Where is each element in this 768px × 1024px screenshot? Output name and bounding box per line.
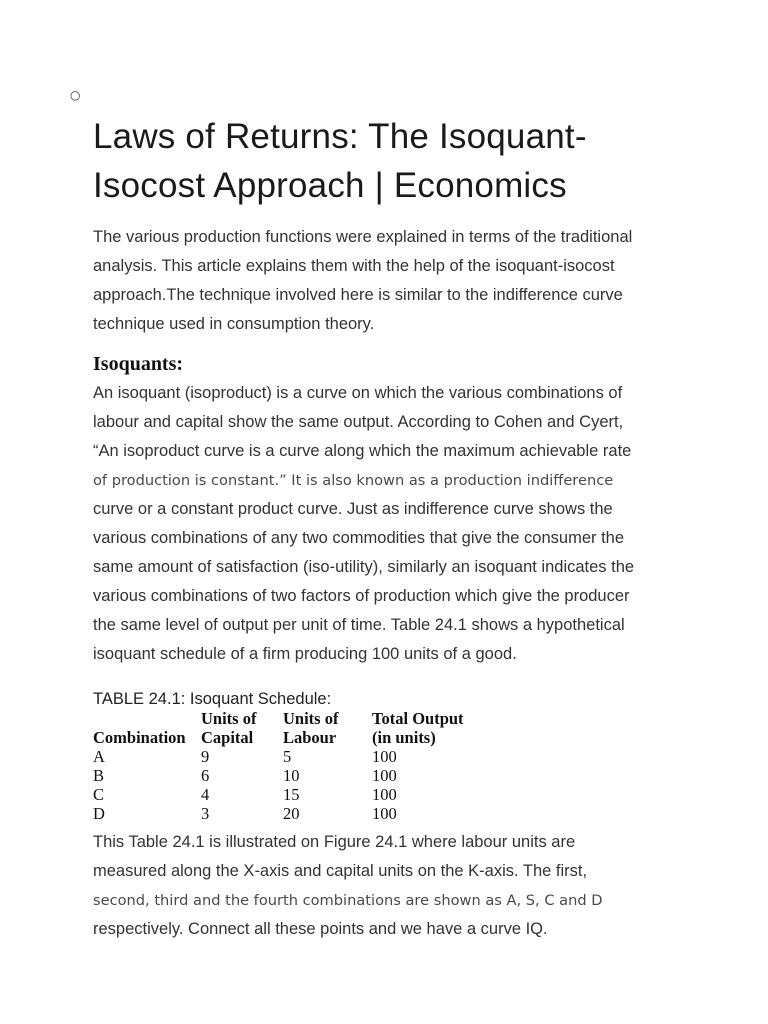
text-line: “An isoproduct curve is a curve along which the maximum achievable rate bbox=[93, 442, 632, 460]
table-cell: 100 bbox=[372, 766, 397, 785]
title-line: Laws of Returns: The Isoquant- bbox=[93, 117, 587, 156]
text-line: This Table 24.1 is illustrated on Figure 24.1 where labour units are bbox=[93, 833, 576, 851]
table-cell: 4 bbox=[201, 785, 210, 804]
table-cell: B bbox=[93, 766, 105, 785]
text-line: curve or a constant product curve. Just as indifference curve shows the bbox=[93, 500, 613, 518]
table-cell: 15 bbox=[283, 785, 300, 804]
title-line: Isocost Approach | Economics bbox=[93, 166, 567, 205]
table-row bbox=[93, 747, 482, 766]
text-line: technique used in consumption theory. bbox=[93, 315, 375, 333]
table-header-cell: Total Output bbox=[372, 709, 464, 728]
closing-paragraph bbox=[93, 828, 693, 944]
article bbox=[93, 112, 693, 944]
intro-paragraph bbox=[93, 223, 693, 339]
text-line: second, third and the fourth combinations are shown as A, S, C and D bbox=[93, 892, 603, 909]
section-heading: Isoquants: bbox=[93, 353, 184, 375]
table-row bbox=[93, 804, 482, 823]
text-line: approach.The technique involved here is similar to the indifference curve bbox=[93, 286, 623, 304]
table-cell: 6 bbox=[201, 766, 210, 785]
text-line: measured along the X-axis and capital units on the K-axis. The first, bbox=[93, 862, 588, 880]
table-cell: 10 bbox=[283, 766, 300, 785]
table-cell: 3 bbox=[201, 804, 210, 823]
table-cell: 100 bbox=[372, 804, 397, 823]
text-line: of production is constant.” It is also known as a production indifference bbox=[93, 472, 614, 489]
table-cell: 9 bbox=[201, 747, 210, 766]
table-cell: 100 bbox=[372, 747, 397, 766]
isoquant-table bbox=[93, 709, 482, 823]
table-cell: 100 bbox=[372, 785, 397, 804]
table-cell: 5 bbox=[283, 747, 292, 766]
text-line: various combinations of two factors of production which give the producer bbox=[93, 587, 630, 605]
table-title: TABLE 24.1: Isoquant Schedule: bbox=[93, 690, 332, 708]
table-header-cell bbox=[93, 709, 201, 728]
text-line: analysis. This article explains them with the help of the isoquant-isocost bbox=[93, 257, 615, 275]
text-line: isoquant schedule of a firm producing 100 units of a good. bbox=[93, 645, 517, 663]
table-header-cell: Units of bbox=[283, 709, 339, 728]
table-cell: C bbox=[93, 785, 105, 804]
table-row bbox=[93, 785, 482, 804]
table-cell: A bbox=[93, 747, 105, 766]
table-header-cell: Units of bbox=[201, 709, 257, 728]
isoquant-paragraph bbox=[93, 379, 693, 669]
table-cell: 20 bbox=[283, 804, 300, 823]
table-header-cell: (in units) bbox=[372, 728, 436, 747]
table-header-cell: Labour bbox=[283, 728, 337, 747]
text-line: various combinations of any two commodities that give the consumer the bbox=[93, 529, 625, 547]
table-row bbox=[93, 766, 482, 785]
text-line: labour and capital show the same output. According to Cohen and Cyert, bbox=[93, 413, 624, 431]
page-title bbox=[93, 112, 693, 210]
text-line: the same level of output per unit of time. Table 24.1 shows a hypothetical bbox=[93, 616, 625, 634]
table-header-row bbox=[93, 709, 482, 728]
text-line: respectively. Connect all these points and we have a curve IQ. bbox=[93, 920, 548, 938]
table-header-row bbox=[93, 728, 482, 747]
table-header-cell: Capital bbox=[201, 728, 254, 747]
list-bullet: ○ bbox=[70, 88, 81, 102]
table-header-cell: Combination bbox=[93, 728, 186, 747]
text-line: The various production functions were explained in terms of the traditional bbox=[93, 228, 633, 246]
text-line: same amount of satisfaction (iso-utility), similarly an isoquant indicates the bbox=[93, 558, 635, 576]
table-cell: D bbox=[93, 804, 105, 823]
text-line: An isoquant (isoproduct) is a curve on which the various combinations of bbox=[93, 384, 623, 402]
